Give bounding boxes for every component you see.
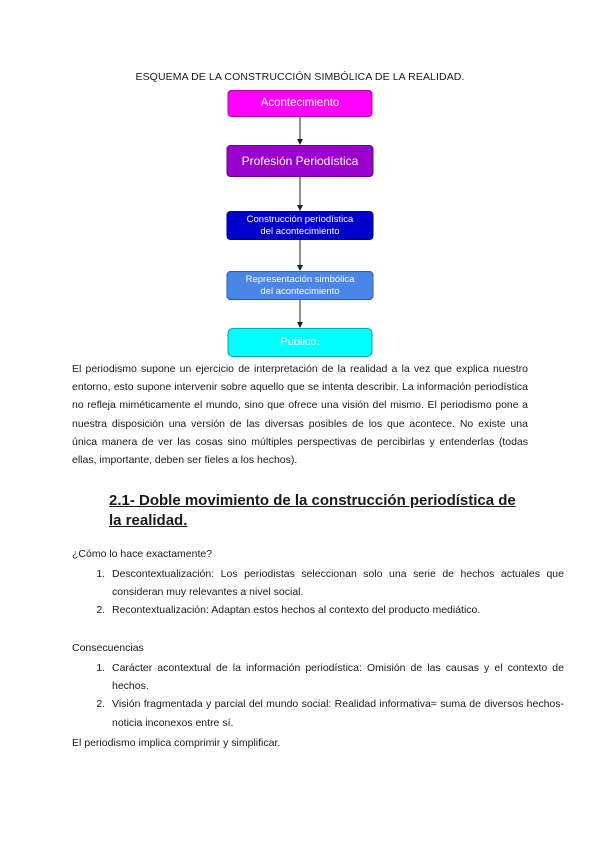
flow-box-label: del acontecimiento xyxy=(260,225,340,237)
section-heading: 2.1- Doble movimiento de la construcción periodística de la realidad. xyxy=(109,492,516,529)
flow-box-profesion xyxy=(227,145,374,177)
list-item: 1. Carácter acontextual de la información periodística: Omisión de las causas y el contexto de hechos. xyxy=(108,659,564,695)
flow-box-representacion xyxy=(227,271,374,300)
flow-box-label: Construcción periodística xyxy=(246,213,354,225)
question-label: ¿Cómo lo hace exactamente? xyxy=(72,548,213,560)
flow-box-label: Público. xyxy=(280,335,320,348)
flow-box-publico xyxy=(228,328,373,357)
list-contextualization xyxy=(72,565,564,620)
list-item: 2. Visión fragmentada y parcial del mundo social: Realidad informativa= suma de diversos hechos-noticia inconexos entre sí. xyxy=(108,695,564,731)
consequences-label: Consecuencias xyxy=(72,642,144,654)
flow-box-label: del acontecimiento xyxy=(260,285,340,297)
flow-box-label: Acontecimiento xyxy=(260,97,340,110)
closing-sentence: El periodismo implica comprimir y simplificar. xyxy=(72,737,281,749)
list-item: 2. Recontextualización: Adaptan estos hechos al contexto del producto mediático. xyxy=(108,601,564,619)
flow-box-label: Profesión Periodística xyxy=(241,153,359,168)
diagram-title: ESQUEMA DE LA CONSTRUCCIÓN SIMBÓLICA DE LA REALIDAD. xyxy=(135,71,465,83)
list-item: 1. Descontextualización: Los periodistas seleccionan solo una serie de hechos actuales que consideran muy relevantes a nivel social. xyxy=(108,565,564,601)
list-consequences xyxy=(72,659,564,732)
flow-box-label: Representación simbólica xyxy=(245,273,355,285)
intro-paragraph: El periodismo supone un ejercicio de interpretación de la realidad a la vez que explica nuestro entorno, esto supone intervenir sobre aquello que se intenta describir. La información periodística no refleja miméticamente el mundo, sino que ofrece una visión del mismo. El periodismo pone a nuestra disposición una versión de las diversas posibles de los que acontece. No existe una única manera de ver las cosas sino múltiples perspectivas de percibirlas y entenderlas (todas ellas, importante, deben ser fieles a los hechos). xyxy=(72,363,528,467)
flow-box-construccion xyxy=(227,211,374,240)
flow-box-acontecimiento xyxy=(228,90,373,117)
